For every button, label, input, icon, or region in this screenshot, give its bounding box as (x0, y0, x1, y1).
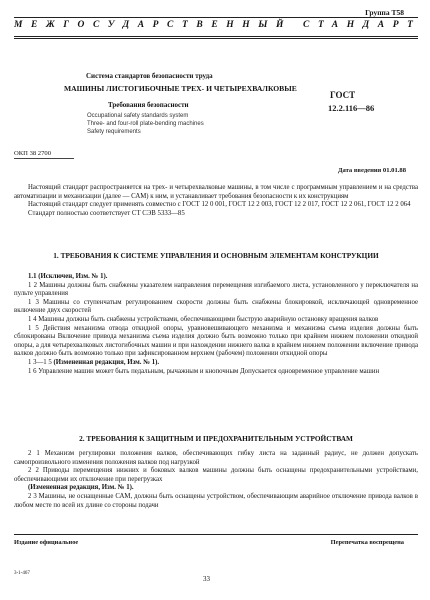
item-2-2-revision: (Измененная редакция, Изм. № 1). (28, 484, 134, 492)
item-1-6: 1 6 Управление машин может быть педальным, рычажным и кнопочным Допускается одновременное управление машин (28, 367, 380, 375)
section-2-title: 2. ТРЕБОВАНИЯ К ЗАЩИТНЫМ И ПРЕДОХРАНИТЕЛЬНЫМ УСТРОЙСТВАМ (79, 434, 353, 443)
item-1-3: 1 3 Машины со ступенчатым регулированием скорости должны быть снабжены блокировкой, исключающей одновременное включение двух скоростей (14, 298, 418, 315)
gost-number: 12.2.116—86 (328, 103, 375, 113)
date-intro-label: Дата введения (337, 167, 382, 174)
okp-code: ОКП 38 2700 (14, 150, 51, 157)
section-1-body (14, 273, 418, 376)
print-code: 3-1-467 (14, 571, 30, 576)
item-1-1: 1.1 (Исключен, Изм. № 1). (28, 273, 108, 280)
item-1-5: 1 5 Действия механизма отвода откидной опоры, уравновешивающего механизма и механизма съема изделия должны быть сблокированы Включение привода механизма съема изделия должно быть возможно только при крайнем нижнем положении откидной опоры, а для четырехвалковых листогибочных машин и при нахождении нижнего валка в крайнем нижнем положении включение привода валков должно быть возможно только при зафиксированном верхнем (рабочем) положении откидной опоры (14, 324, 418, 358)
document-title: МАШИНЫ ЛИСТОГИБОЧНЫЕ ТРЕХ- И ЧЕТЫРЕХВАЛКОВЫЕ (64, 84, 297, 93)
okp-underline (14, 158, 74, 159)
top-rule (14, 17, 418, 18)
intro-paragraph-scope: Настоящий стандарт распространяется на трех- и четырехвалковые машины, в том числе с программным управлением и на средства автоматизации и механизации (далее — САМ) к ним, и устанавливает требования безопасности к их конструкциям (14, 184, 418, 200)
item-1-4: 1 4 Машины должны быть снабжены устройствами, обеспечивающими быструю аварийную остановку вращения валков (28, 315, 379, 323)
gost-label: ГОСТ (330, 90, 356, 100)
reprint-prohibited: Перепечатка воспрещена (330, 539, 404, 546)
heading-rule-bottom (14, 38, 418, 39)
footer-rule (14, 534, 418, 535)
document-subtitle: Требования безопасности (108, 101, 189, 109)
heading-rule-top (14, 36, 418, 37)
date-of-introduction (338, 167, 406, 174)
item-2-3: 2 3 Машины, не оснащенные САМ, должны быть оснащены устройством, обеспечивающим аварийное отключение привода валков в любом месте по всей их длине со стороны подачи (14, 492, 418, 509)
english-title-line-3: Safety requirements (87, 129, 141, 135)
revision-note: (Измененная редакция, Изм. № 1). (53, 358, 160, 366)
item-range: 1 3—1 5 (28, 358, 52, 366)
english-title-line-2: Three- and four-roll plate-bending machines (87, 121, 204, 127)
date-intro-value: 01.01.88 (382, 167, 406, 174)
intro-paragraph-related-standards: Настоящий стандарт следует применять совместно с ГОСТ 12 0 001, ГОСТ 12 2 003, ГОСТ 12 2 017, ГОСТ 12 2 061, ГОСТ 12 2 064 (28, 201, 411, 209)
item-2-1: 2 1 Механизм регулировки положения валков, обеспечивающих гибку листа на заданный радиус, не должен допускать самопроизвольного изменения положения валков под нагрузкой (14, 450, 418, 466)
intro-paragraph-correspondence: Стандарт полностью соответствует СТ СЭВ 5333—85 (28, 209, 185, 217)
item-1-3-to-1-5-revision (14, 359, 418, 368)
official-edition: Издание официальное (14, 539, 79, 546)
item-1-2: 1 2 Машины должны быть снабжены указателем направления перемещения изгибаемого листа, установленного у переключателя на пульте управления (14, 281, 418, 298)
item-2-2: 2 2 Приводы перемещения нижних и боковых валков машины должны быть оснащены предохранительными устройствами, обеспечивающими их отключение при перегрузках (14, 467, 418, 483)
page-number: 33 (203, 575, 210, 583)
section-1-title: 1. ТРЕБОВАНИЯ К СИСТЕМЕ УПРАВЛЕНИЯ И ОСНОВНЫМ ЭЛЕМЕНТАМ КОНСТРУКЦИИ (53, 251, 379, 260)
english-title-line-1: Occupational safety standards system (87, 113, 189, 119)
system-line: Система стандартов безопасности труда (86, 72, 213, 80)
interstate-standard-heading: МЕЖГОСУДАРСТВЕННЫЙ СТАНДАРТ (14, 20, 422, 30)
group-code: Группа Т58 (365, 8, 404, 17)
section-2-body (14, 450, 418, 510)
intro-text (14, 184, 418, 218)
